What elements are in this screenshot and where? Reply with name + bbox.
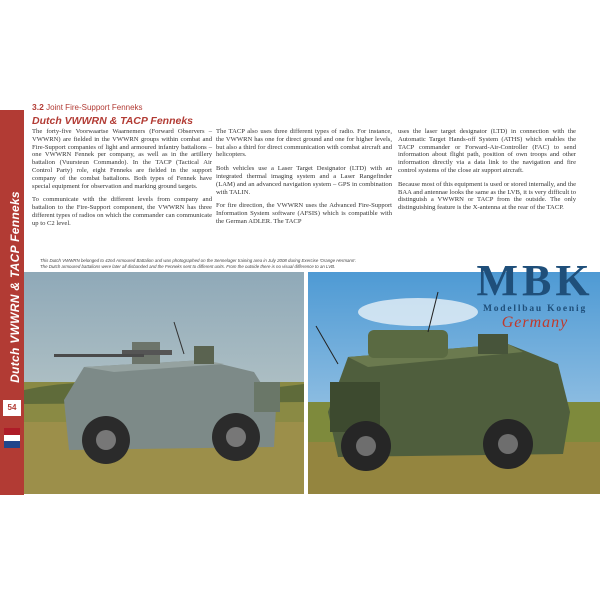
text-column-3 (398, 128, 576, 218)
section-title: Joint Fire-Support Fenneks (46, 103, 143, 112)
section-number: 3.2 (32, 102, 44, 112)
section-header (32, 102, 143, 112)
caption-line: The Dutch armoured battalions were later all disbanded and the Fenneks sent to different units. From the outside there is no visual difference to an LVB. (40, 264, 336, 269)
article-heading: Dutch VWWRN & TACP Fenneks (32, 115, 194, 127)
paragraph: The forty-five Voorwaartse Waarnemers (Forward Observers – VWWRN) are fielded in the VWWRN groups within combat and Fire-Support companies of light and armoured infantry battalions – one VWWRN Fennek per company, as well as in the artillery battalion (Vuursteun Commando). In the TACP (Tactical Air Control Party) role, eight Fenneks are fielded in the support company of the combat battalions. Both types of Fennek have special equipment for observation and marking ground targets. (32, 128, 212, 190)
watermark-line2: Germany (501, 314, 569, 331)
chapter-sidebar (0, 110, 24, 495)
page-number: 54 (3, 400, 21, 416)
watermark-logo (470, 258, 600, 332)
paragraph: Because most of this equipment is used or stored internally, and the BAA and antennae looks the same as the LVB, it is very difficult to distinguish a VWWRN or TACP from the outside. The only distinguishing feature is the X-antenna at the rear of the TACP. (398, 180, 576, 212)
text-column-1 (32, 128, 212, 234)
watermark-brand: MBK (476, 256, 594, 305)
watermark-line1: Modellbau Koenig (482, 304, 588, 314)
netherlands-flag-icon (4, 428, 20, 448)
paragraph: Both vehicles use a Laser Target Designator (LTD) with an integrated thermal imaging system and a Laser Rangefinder (LAM) and an advanced navigation system – GPS in combination with TALIN. (216, 165, 392, 196)
caption-line: This Dutch VWWRN belonged to 42nd Armoured Battalion and was photographed on the Sennelager training area in July 2008 during Exercise 'Orange Hermann'. (40, 258, 357, 263)
paragraph: The TACP also uses three different types of radio. For instance, the VWWRN has one for direct ground and one for higher levels, but also a third for direct communication with combat aircraft and helicopters. (216, 128, 392, 159)
fennek-photo-left (24, 272, 304, 494)
photo-caption (40, 258, 400, 270)
paragraph: uses the laser target designator (LTD) in connection with the Automatic Target Hands-off System (ATHS) which enables the TACP commander or Forward-Air-Controller (FAC) to send information about flight path, position of own troops and other information directly via a data link to the navigation and fire control systems of the close air support aircraft. (398, 128, 576, 174)
paragraph: To communicate with the different levels from company and battalion to the Fire-Support component, the VWWRN has three different types of radios on which the commander can communicate up to C2 level. (32, 196, 212, 227)
paragraph: For fire direction, the VWWRN uses the Advanced Fire-Support Information System software (AFSIS) which is compatible with the German ADLER. The TACP (216, 202, 392, 225)
text-column-2 (216, 128, 392, 232)
sidebar-title: Dutch VWWRN & TACP Fenneks (8, 191, 22, 383)
fennek-vwwrn-image (24, 272, 304, 494)
